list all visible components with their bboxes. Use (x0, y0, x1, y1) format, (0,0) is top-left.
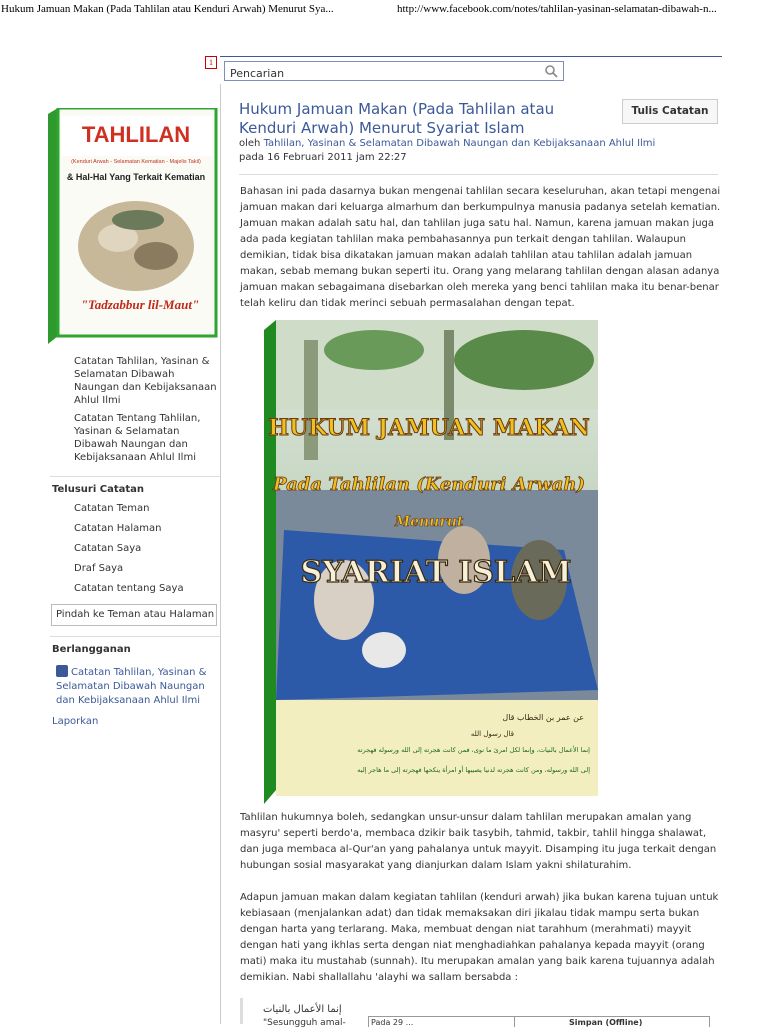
write-note-button[interactable]: Tulis Catatan (622, 99, 718, 124)
save-offline-button[interactable]: Simpan (Offline) (569, 1018, 643, 1027)
page-badge: 1 (205, 56, 217, 69)
note-meta (239, 137, 679, 165)
book2-arabic3: إنما الأعمال بالنيات، وإنما لكل امرئ ما نوى، فمن كانت هجرته إلى الله ورسوله فهجرته (357, 746, 590, 754)
sidebar-divider-2 (50, 636, 220, 637)
book2-arabic1: عن عمر بن الخطاب قال (502, 713, 584, 722)
quote-text: "Sesungguh amal- (263, 1018, 346, 1028)
print-url: http://www.facebook.com/notes/tahlilan-yasinan-selamatan-dibawah-n... (397, 3, 717, 15)
book2-arabic4: إلى الله ورسوله، ومن كانت هجرته لدنيا يصيبها أو امرأة ينكحها فهجرته إلى ما هاجر إليه (357, 766, 590, 774)
nav-draf-saya[interactable]: Draf Saya (74, 563, 124, 574)
hadith-quote (240, 998, 725, 1028)
book2-arabic2: قال رسول الله (470, 730, 514, 738)
note-book-cover[interactable] (264, 320, 600, 804)
sidebar-divider (220, 84, 221, 1024)
switch-to-friend-or-page[interactable]: Pindah ke Teman atau Halaman (51, 604, 217, 626)
search-input[interactable] (225, 65, 530, 83)
subscribe-link-label[interactable]: Catatan Tahlilan, Yasinan & Selamatan Dibawah Naungan dan Kebijaksanaan Ahlul Ilmi (56, 667, 207, 706)
nav-catatan-tentang-saya[interactable]: Catatan tentang Saya (74, 583, 184, 594)
search-box[interactable] (224, 61, 564, 81)
subscribe-link[interactable] (56, 665, 216, 708)
book1-subtitle: (Kenduri Arwah - Selamatan Kematian - Majelis Takil) (71, 159, 201, 165)
top-rule (220, 56, 722, 57)
book2-line1: HUKUM JAMUAN MAKAN (268, 415, 590, 441)
book2-line4: SYARIAT ISLAM (300, 555, 572, 590)
quote-arabic: إنما الأعمال بالنيات (263, 1004, 342, 1015)
browse-title: Telusuri Catatan (52, 484, 144, 495)
overlay-date: Pada 29 ... (371, 1018, 414, 1027)
paragraph-3: Adapun jamuan makan dalam kegiatan tahlilan (kenduri arwah) jika bukan karena tujuan untuk kebiasaan (menjalankan adat) dan tidak memaksakan diri jikalau tidak mampu serta bukan dengan harta yang terlarang. Maka, membuat dengan niat tarahhum (merahmati) mayyit dengan hati yang ikhlas serta dengan niat menghadiahkan pahalanya kepada mayyit (orang mati) maka itu mustahab (sunnah). Itu merupakan amalan yang baik karena tujuannya adalah demikian. Nabi shallallahu 'alayhi wa sallam bersabda : (240, 892, 719, 983)
subscribe-title: Berlangganan (52, 644, 131, 655)
sidebar-link-1[interactable]: Catatan Tahlilan, Yasinan & Selamatan Dibawah Naungan dan Kebijaksanaan Ahlul Ilmi (74, 356, 217, 406)
meta-divider (239, 174, 718, 175)
report-link[interactable]: Laporkan (52, 716, 99, 727)
paragraph-1: Bahasan ini pada dasarnya bukan mengenai tahlilan secara keseluruhan, akan tetapi mengenai jamuan makan dari keluarga almarhum dan berkumpulnya manusia padanya setelah kematian. Jamuan makan adalah satu hal, dan tahlilan juga satu hal. Namun, karena jamuan makan juga ada pada kegiatan tahlilan maka pembahasannya pun terkait dengan tahlilan. Walaupun demikian, tidak bisa dikatakan jamuan makan adalah tahlilan atau tahlilan adalah jamuan makan, sebab memang bukan seperti itu. Orang yang melarang tahlilan dengan alasan adanya jamuan makan sebagaimana disebarkan oleh mereka yang benci tahlilan maka itu benar-benar telah keliru dan tidak merinci sebuah permasalahan dengan tepat. (240, 186, 721, 309)
book1-motto: "Tadzabbur lil-Maut" (80, 297, 200, 312)
book2-line3: Menurut (394, 514, 464, 530)
print-header (0, 0, 768, 22)
book1-title: TAHLILAN (81, 122, 191, 147)
overlay-sep (514, 1017, 515, 1027)
overlay-toolbar[interactable] (368, 1016, 710, 1027)
nav-catatan-halaman[interactable]: Catatan Halaman (74, 523, 162, 534)
note-title: Hukum Jamuan Makan (Pada Tahlilan atau Kenduri Arwah) Menurut Syariat Islam (239, 100, 555, 137)
sidebar-divider-1 (50, 476, 220, 477)
author-link[interactable]: Tahlilan, Yasinan & Selamatan Dibawah Naungan dan Kebijaksanaan Ahlul Ilmi (263, 138, 656, 149)
rss-icon (56, 665, 68, 677)
nav-catatan-teman[interactable]: Catatan Teman (74, 503, 150, 514)
print-title: Hukum Jamuan Makan (Pada Tahlilan atau Kenduri Arwah) Menurut Sya... (1, 3, 334, 15)
book2-line2: Pada Tahlilan (Kenduri Arwah) (273, 474, 585, 495)
book1-tagline: & Hal-Hal Yang Terkait Kematian (66, 172, 206, 182)
sidebar-link-2[interactable]: Catatan Tentang Tahlilan, Yasinan & Selamatan Dibawah Naungan dan Kebijaksanaan Ahlul Ilmi (74, 413, 201, 463)
sidebar-book-cover[interactable] (48, 108, 218, 344)
meta-date: pada 16 Februari 2011 jam 22:27 (239, 152, 407, 163)
meta-by: oleh (239, 138, 261, 149)
paragraph-2: Tahlilan hukumnya boleh, sedangkan unsur-unsur dalam tahlilan merupakan amalan yang masyru' seperti berdo'a, membaca dzikir baik tasybih, tahmid, takbir, tahlil hingga shalawat, dan juga membaca al-Qur'an yang pahalanya untuk mayyit. Disamping itu juga terkait dengan hubungan sosial masyarakat yang dianjurkan dalam Islam yakni shilaturahim. (240, 812, 717, 871)
search-icon[interactable] (544, 64, 558, 78)
nav-catatan-saya[interactable]: Catatan Saya (74, 543, 142, 554)
